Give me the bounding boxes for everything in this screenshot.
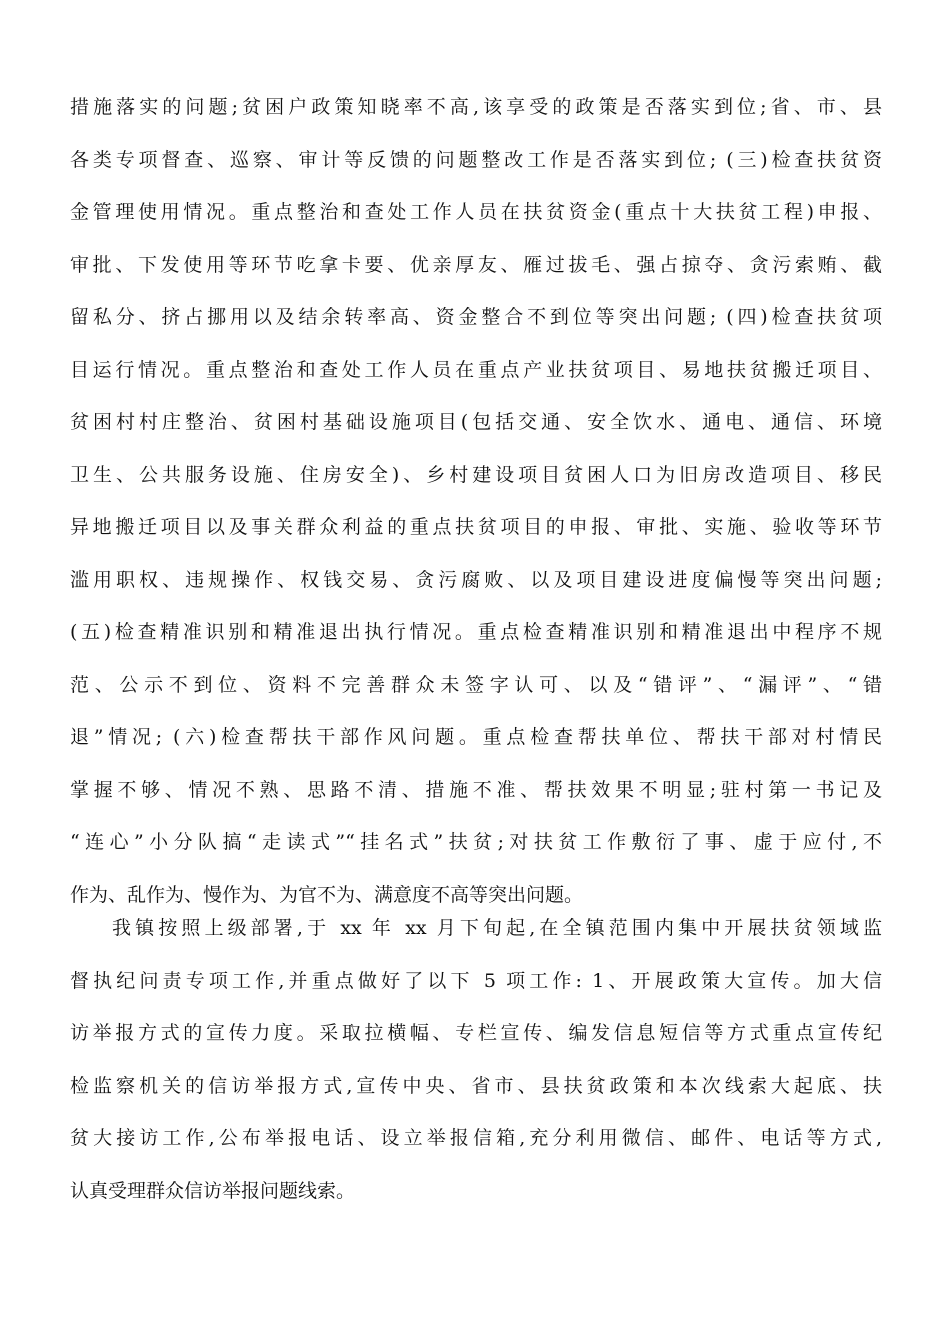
text-line: 督执纪问责专项工作,并重点做好了以下 5 项工作: 1、开展政策大宣传。加大信 bbox=[70, 969, 882, 992]
text-line: 范、公示不到位、资料不完善群众未签字认可、以及“错评”、“漏评”、“错 bbox=[70, 673, 882, 696]
text-line: 认真受理群众信访举报问题线索。 bbox=[70, 1179, 356, 1202]
text-line: “连心”小分队搞“走读式”“挂名式”扶贫;对扶贫工作敷衍了事、虚于应付,不 bbox=[70, 831, 882, 853]
text-line: 我镇按照上级部署,于 xx 年 xx 月下旬起,在全镇范围内集中开展扶贫领域监 bbox=[112, 917, 882, 939]
text-line: 留私分、挤占挪用以及结余转率高、资金整合不到位等突出问题; (四)检查扶贫项 bbox=[70, 306, 882, 328]
text-line: 措施落实的问题;贫困户政策知晓率不高,该享受的政策是否落实到位;省、市、县 bbox=[70, 96, 882, 118]
text-line: 检监察机关的信访举报方式,宣传中央、省市、县扶贫政策和本次线索大起底、扶 bbox=[70, 1074, 882, 1097]
paragraph-town-work bbox=[70, 902, 882, 1217]
text-line: 退”情况; (六)检查帮扶干部作风问题。重点检查帮扶单位、帮扶干部对村情民 bbox=[70, 726, 882, 748]
text-line: 作为、乱作为、慢作为、为官不为、满意度不高等突出问题。 bbox=[70, 883, 584, 906]
text-line: 目运行情况。重点整治和查处工作人员在重点产业扶贫项目、易地扶贫搬迁项目、 bbox=[70, 358, 882, 381]
text-line: 掌握不够、情况不熟、思路不清、措施不准、帮扶效果不明显;驻村第一书记及 bbox=[70, 778, 882, 801]
text-line: 审批、下发使用等环节吃拿卡要、优亲厚友、雁过拔毛、强占掠夺、贪污索贿、截 bbox=[70, 253, 882, 276]
text-line: 贫大接访工作,公布举报电话、设立举报信箱,充分利用微信、邮件、电话等方式, bbox=[70, 1127, 882, 1149]
text-line: 金管理使用情况。重点整治和查处工作人员在扶贫资金(重点十大扶贫工程)申报、 bbox=[70, 201, 882, 223]
text-line: 卫生、公共服务设施、住房安全)、乡村建设项目贫困人口为旧房改造项目、移民 bbox=[70, 463, 882, 486]
text-line: 各类专项督查、巡察、审计等反馈的问题整改工作是否落实到位; (三)检查扶贫资 bbox=[70, 148, 882, 171]
text-line: (五)检查精准识别和精准退出执行情况。重点检查精准识别和精准退出中程序不规 bbox=[70, 621, 882, 643]
text-line: 滥用职权、违规操作、权钱交易、贪污腐败、以及项目建设进度偏慢等突出问题; bbox=[70, 568, 882, 591]
paragraph-inspection-items bbox=[70, 81, 882, 921]
text-line: 访举报方式的宣传力度。采取拉横幅、专栏宣传、编发信息短信等方式重点宣传纪 bbox=[70, 1022, 882, 1044]
text-line: 贫困村村庄整治、贫困村基础设施项目(包括交通、安全饮水、通电、通信、环境 bbox=[70, 411, 882, 433]
text-line: 异地搬迁项目以及事关群众利益的重点扶贫项目的申报、审批、实施、验收等环节 bbox=[70, 516, 882, 538]
